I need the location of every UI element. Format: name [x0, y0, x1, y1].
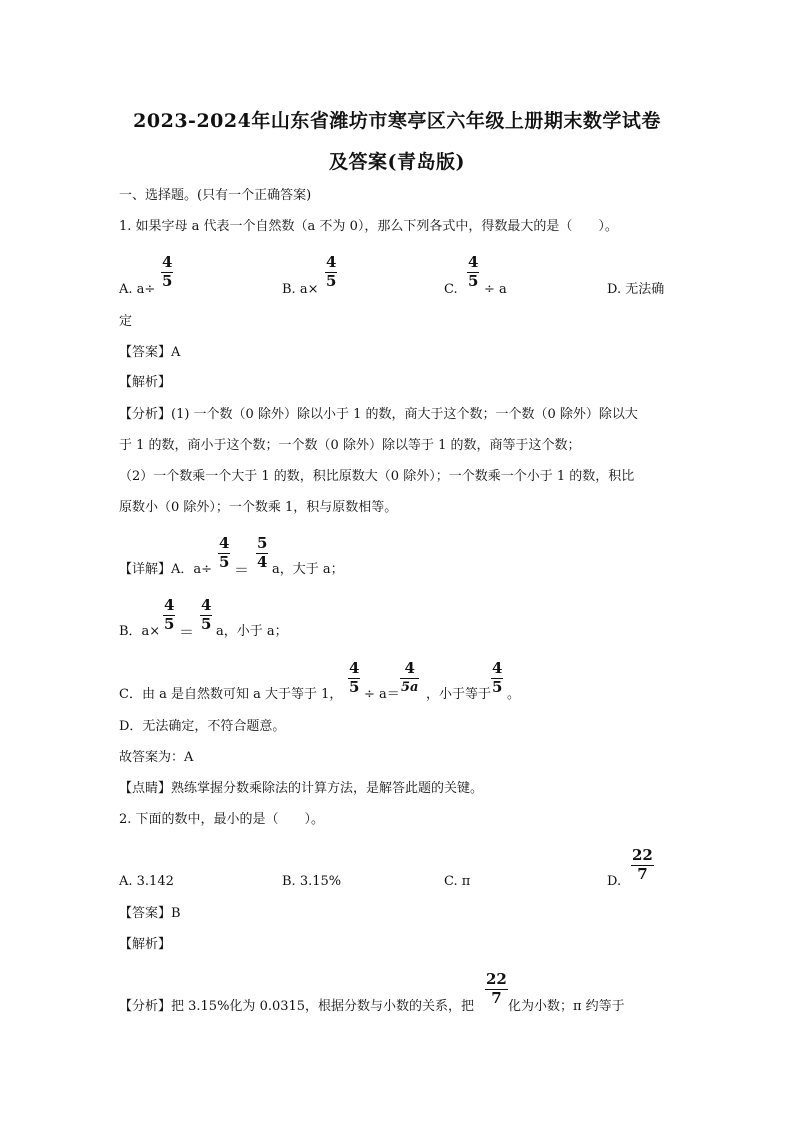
q1-option-c-suffix: ÷ a [484, 282, 507, 297]
fraction-numerator: 4 [404, 659, 415, 677]
fraction-numerator: 22 [632, 846, 653, 864]
fraction-denominator: 5 [326, 272, 337, 290]
q1-detail-c-fraction2 [400, 661, 419, 695]
q1-answer: 【答案】A [119, 345, 181, 360]
fraction-numerator: 4 [219, 534, 230, 552]
fraction-numerator: 4 [201, 596, 212, 614]
fraction-denominator: 5 [162, 272, 173, 290]
q1-conclusion: 故答案为：A [119, 750, 194, 765]
fraction-denominator: 7 [637, 865, 648, 883]
q2-analysis-prefix: 【分析】把 3.15%化为 0.0315，根据分数与小数的关系，把 [119, 999, 475, 1014]
fraction-numerator: 5 [257, 534, 268, 552]
q1-option-d-continued: 定 [119, 314, 133, 329]
q1-remark: 【点睛】熟练掌握分数乘除法的计算方法，是解答此题的关键。 [119, 781, 484, 796]
q2-analysis-suffix: 化为小数；π 约等于 [508, 999, 625, 1014]
q2-answer: 【答案】B [119, 906, 181, 921]
q2-option-b: B. 3.15% [282, 874, 342, 889]
q1-detail-a-prefix: 【详解】A．a÷ [119, 562, 213, 577]
fraction-denominator: 5 [492, 678, 503, 696]
q1-detail-a-fraction1 [218, 536, 230, 570]
q1-detail-c-mid: ÷ a＝ [364, 687, 400, 702]
q1-detail-d: D．无法确定，不符合题意。 [119, 719, 286, 734]
doc-title-line1: 2023-2024年山东省潍坊市寒亭区六年级上册期末数学试卷 [133, 110, 661, 132]
q2-stem: 2. 下面的数中，最小的是（ ）。 [119, 812, 325, 827]
q1-detail-c-end: 。 [507, 687, 521, 702]
q2-option-a: A. 3.142 [119, 874, 174, 889]
q1-analysis-heading: 【解析】 [119, 375, 172, 390]
q2-option-d-prefix: D. [607, 874, 622, 889]
q1-detail-b-equals: ＝ [179, 623, 195, 641]
section-heading: 一、选择题。(只有一个正确答案) [119, 188, 312, 203]
q1-option-c-fraction [467, 255, 479, 289]
fraction-denominator: 5 [201, 615, 212, 633]
q1-option-b-prefix: B. a× [282, 282, 319, 297]
q1-detail-c-fraction1 [348, 661, 360, 695]
fraction-denominator: 5 [219, 553, 230, 571]
q1-analysis-line1: 【分析】(1) 一个数（0 除外）除以小于 1 的数，商大于这个数；一个数（0 除外）除以大 [119, 407, 638, 422]
q1-option-b-fraction [325, 255, 337, 289]
doc-title-line2: 及答案(青岛版) [329, 151, 465, 173]
q1-analysis-line4: 原数小（0 除外）；一个数乘 1，积与原数相等。 [119, 500, 398, 515]
fraction-denominator: 5 [349, 678, 360, 696]
q2-option-d-fraction [631, 848, 654, 882]
q1-stem: 1. 如果字母 a 代表一个自然数（a 不为 0），那么下列各式中，得数最大的是（ ）。 [119, 219, 618, 234]
q1-detail-b-fraction2 [200, 598, 212, 632]
fraction-denominator: 4 [257, 553, 268, 571]
fraction-numerator: 4 [349, 659, 360, 677]
q1-detail-c-mid2: ，小于等于 [426, 687, 492, 702]
q1-detail-c-fraction3 [491, 661, 503, 695]
fraction-denominator: 5 [468, 272, 479, 290]
q2-option-c: C. π [444, 874, 471, 889]
fraction-denominator: 5a [401, 680, 419, 695]
q1-analysis-line3: （2）一个数乘一个大于 1 的数，积比原数大（0 除外）；一个数乘一个小于 1 的数，积比 [119, 469, 635, 484]
fraction-numerator: 4 [468, 253, 479, 271]
q1-detail-b-fraction1 [163, 598, 175, 632]
q1-option-c-prefix: C. [444, 282, 458, 297]
q2-analysis-fraction [485, 972, 508, 1006]
fraction-numerator: 4 [164, 596, 175, 614]
q1-detail-a-suffix: a，大于 a； [272, 562, 344, 577]
q1-option-a-fraction [161, 255, 173, 289]
fraction-numerator: 4 [326, 253, 337, 271]
fraction-numerator: 22 [486, 970, 507, 988]
q1-analysis-line2: 于 1 的数，商小于这个数；一个数（0 除外）除以等于 1 的数，商等于这个数； [119, 438, 581, 453]
q1-detail-a-fraction2 [256, 536, 268, 570]
fraction-denominator: 5 [164, 615, 175, 633]
fraction-numerator: 4 [162, 253, 173, 271]
fraction-numerator: 4 [492, 659, 503, 677]
q1-detail-b-suffix: a，小于 a； [216, 624, 288, 639]
q1-detail-c-prefix: C．由 a 是自然数可知 a 大于等于 1， [119, 687, 343, 702]
q1-option-a-prefix: A. a÷ [119, 282, 156, 297]
q2-analysis-heading: 【解析】 [119, 937, 172, 952]
q1-detail-a-equals: ＝ [234, 561, 250, 579]
fraction-denominator: 7 [491, 989, 502, 1007]
q1-option-d: D. 无法确 [607, 282, 665, 297]
q1-detail-b-prefix: B．a× [119, 624, 161, 639]
